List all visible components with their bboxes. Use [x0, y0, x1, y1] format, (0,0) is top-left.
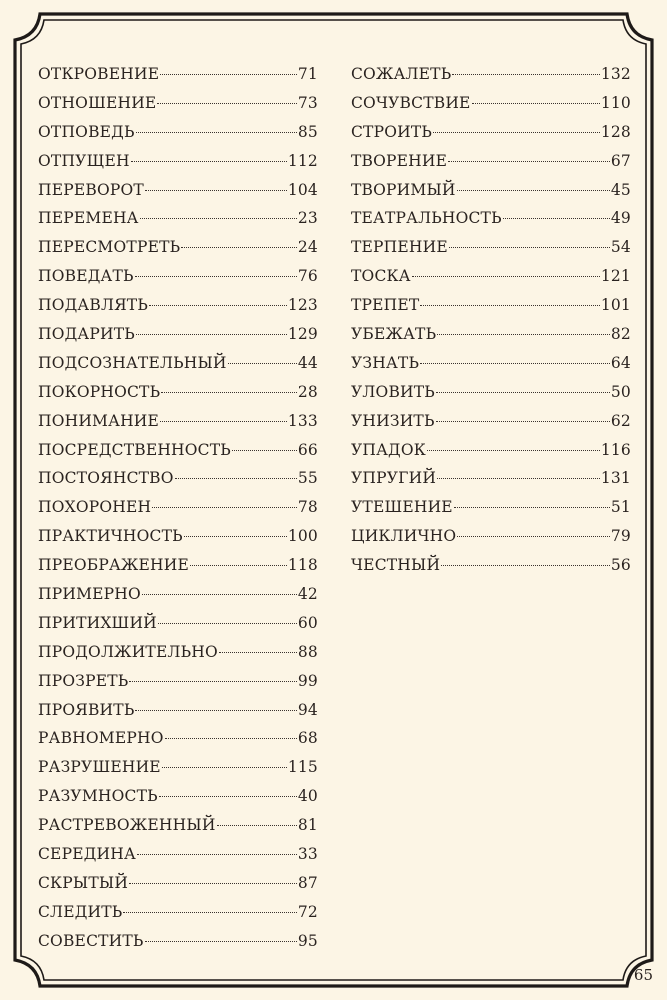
- index-entry: [38, 927, 318, 956]
- index-term: УПАДОК: [351, 440, 426, 459]
- index-term: СКРЫТЫЙ: [38, 873, 129, 892]
- index-term: ПРОЗРЕТЬ: [38, 671, 129, 690]
- index-entry: [351, 233, 631, 262]
- index-page-number: 87: [297, 873, 318, 892]
- index-page-number: 133: [287, 411, 318, 430]
- index-term: РАСТРЕВОЖЕННЫЙ: [38, 816, 216, 835]
- index-term: ОТКРОВЕНИЕ: [38, 65, 160, 83]
- index-page-number: 128: [600, 122, 631, 141]
- dot-leader: [181, 247, 297, 248]
- index-term: ПОХОРОНЕН: [38, 498, 152, 517]
- index-page-number: 78: [297, 498, 318, 517]
- index-term: ПЕРЕСМОТРЕТЬ: [38, 238, 181, 257]
- index-entry: [38, 782, 318, 811]
- dot-leader: [136, 132, 297, 133]
- index-entry: [38, 407, 318, 436]
- index-term: ОТПУЩЕН: [38, 151, 130, 170]
- index-page-number: 24: [297, 238, 318, 257]
- index-page-number: 72: [297, 902, 318, 921]
- index-page-number: 67: [610, 151, 631, 170]
- dot-leader: [160, 74, 297, 75]
- index-page-number: 112: [287, 151, 318, 170]
- dot-leader: [190, 565, 287, 566]
- dot-leader: [123, 912, 296, 913]
- dot-leader: [152, 507, 297, 508]
- index-entry: [38, 204, 318, 233]
- index-term: ТЕРПЕНИЕ: [351, 238, 448, 257]
- index-page-number: 54: [610, 238, 631, 257]
- index-entry: [38, 176, 318, 205]
- dot-leader: [135, 276, 297, 277]
- index-page-number: 94: [297, 700, 318, 719]
- index-term: ПРАКТИЧНОСТЬ: [38, 527, 183, 546]
- index-page-number: 131: [600, 469, 631, 488]
- index-page-number: 50: [610, 382, 631, 401]
- dot-leader: [454, 507, 610, 508]
- index-page-number: 85: [297, 122, 318, 141]
- index-entry: [351, 291, 631, 320]
- index-term: ПРОЯВИТЬ: [38, 700, 135, 719]
- dot-leader: [420, 305, 599, 306]
- index-term: ПРИТИХШИЙ: [38, 613, 157, 632]
- dot-leader: [219, 652, 297, 653]
- index-entry: [38, 349, 318, 378]
- index-entry: [38, 493, 318, 522]
- index-entry: [351, 378, 631, 407]
- index-term: ПОДАРИТЬ: [38, 325, 135, 344]
- dot-leader: [129, 883, 297, 884]
- index-page-number: 82: [610, 325, 631, 344]
- index-entry: [38, 60, 318, 89]
- index-page-number: 62: [610, 411, 631, 430]
- index-page-number: 44: [297, 353, 318, 372]
- index-term: РАЗУМНОСТЬ: [38, 787, 158, 806]
- index-entry: [38, 840, 318, 869]
- index-page-number: 129: [287, 325, 318, 344]
- index-page-number: 71: [297, 65, 318, 83]
- index-term: ПОСРЕДСТВЕННОСТЬ: [38, 440, 231, 459]
- dot-leader: [175, 478, 297, 479]
- index-term: РАЗРУШЕНИЕ: [38, 758, 161, 777]
- index-left-column: [38, 60, 318, 956]
- dot-leader: [149, 305, 287, 306]
- dot-leader: [140, 218, 297, 219]
- index-term: СЛЕДИТЬ: [38, 902, 123, 921]
- index-entry: [351, 262, 631, 291]
- index-term: ПОДСОЗНАТЕЛЬНЫЙ: [38, 353, 227, 372]
- index-term: ТРЕПЕТ: [351, 296, 420, 315]
- index-term: ТВОРИМЫЙ: [351, 180, 456, 199]
- index-entry: [38, 609, 318, 638]
- index-entry: [38, 580, 318, 609]
- dot-leader: [184, 536, 287, 537]
- dot-leader: [457, 190, 610, 191]
- index-entry: [351, 551, 631, 580]
- index-entry: [351, 349, 631, 378]
- index-term: УНИЗИТЬ: [351, 411, 435, 430]
- dot-leader: [503, 218, 610, 219]
- dot-leader: [165, 738, 297, 739]
- index-entry: [38, 869, 318, 898]
- index-entry: [38, 638, 318, 667]
- index-page-number: 100: [287, 527, 318, 546]
- dot-leader: [420, 363, 610, 364]
- index-entry: [38, 551, 318, 580]
- index-page-number: 104: [287, 180, 318, 199]
- index-page-number: 60: [297, 613, 318, 632]
- index-term: ПОНИМАНИЕ: [38, 411, 160, 430]
- index-term: ПРОДОЛЖИТЕЛЬНО: [38, 642, 218, 661]
- index-entry: [38, 724, 318, 753]
- index-page-number: 64: [610, 353, 631, 372]
- index-entry: [351, 176, 631, 205]
- index-entry: [38, 89, 318, 118]
- index-term: УЛОВИТЬ: [351, 382, 435, 401]
- index-page-number: 88: [297, 642, 318, 661]
- dot-leader: [137, 854, 297, 855]
- index-term: ПОСТОЯНСТВО: [38, 469, 174, 488]
- index-entry: [38, 118, 318, 147]
- dot-leader: [436, 421, 610, 422]
- index-term: ТОСКА: [351, 267, 411, 286]
- index-term: ОТНОШЕНИЕ: [38, 93, 157, 112]
- dot-leader: [162, 767, 287, 768]
- index-term: УБЕЖАТЬ: [351, 325, 437, 344]
- index-page-number: 118: [287, 556, 318, 575]
- dot-leader: [436, 392, 610, 393]
- index-term: УТЕШЕНИЕ: [351, 498, 453, 517]
- index-page-number: 121: [600, 267, 631, 286]
- index-entry: [351, 464, 631, 493]
- index-term: ПОВЕДАТЬ: [38, 267, 134, 286]
- dot-leader: [158, 623, 297, 624]
- index-entry: [38, 522, 318, 551]
- index-page-number: 132: [600, 65, 631, 83]
- index-term: СОЖАЛЕТЬ: [351, 65, 452, 83]
- index-page-number: 33: [297, 845, 318, 864]
- index-term: ТЕАТРАЛЬНОСТЬ: [351, 209, 502, 228]
- index-entry: [38, 291, 318, 320]
- dot-leader: [159, 796, 297, 797]
- index-entry: [351, 320, 631, 349]
- index-page-number: 40: [297, 787, 318, 806]
- index-entry: [38, 436, 318, 465]
- dot-leader: [437, 334, 610, 335]
- index-term: ПЕРЕВОРОТ: [38, 180, 144, 199]
- dot-leader: [160, 421, 287, 422]
- index-term: СТРОИТЬ: [351, 122, 433, 141]
- index-term: СОВЕСТИТЬ: [38, 931, 144, 950]
- dot-leader: [437, 478, 600, 479]
- index-page-number: 116: [600, 440, 631, 459]
- dot-leader: [433, 132, 600, 133]
- index-page-number: 51: [610, 498, 631, 517]
- index-term: ПРИМЕРНО: [38, 585, 141, 604]
- index-entry: [38, 378, 318, 407]
- index-entry: [351, 89, 631, 118]
- index-entry: [38, 262, 318, 291]
- index-term: ЦИКЛИЧНО: [351, 527, 457, 546]
- index-entry: [351, 118, 631, 147]
- index-page-number: 56: [610, 556, 631, 575]
- index-entry: [38, 667, 318, 696]
- dot-leader: [217, 825, 297, 826]
- index-page-number: 76: [297, 267, 318, 286]
- page-number: 65: [633, 966, 653, 984]
- dot-leader: [135, 710, 296, 711]
- index-entry: [38, 696, 318, 725]
- index-term: РАВНОМЕРНО: [38, 729, 164, 748]
- index-term: ОТПОВЕДЬ: [38, 122, 135, 141]
- index-entry: [38, 147, 318, 176]
- dot-leader: [448, 161, 610, 162]
- dot-leader: [157, 103, 296, 104]
- dot-leader: [129, 681, 296, 682]
- index-page-number: 95: [297, 931, 318, 950]
- index-term: УПРУГИЙ: [351, 469, 437, 488]
- index-term: СЕРЕДИНА: [38, 845, 136, 864]
- index-page-number: 123: [287, 296, 318, 315]
- dot-leader: [412, 276, 600, 277]
- index-term: ПОДАВЛЯТЬ: [38, 296, 148, 315]
- index-entry: [38, 320, 318, 349]
- index-page-number: 45: [610, 180, 631, 199]
- index-entry: [38, 753, 318, 782]
- index-term: СОЧУВСТВИЕ: [351, 93, 471, 112]
- index-entry: [38, 811, 318, 840]
- index-entry: [38, 898, 318, 927]
- index-page-number: 79: [610, 527, 631, 546]
- dot-leader: [449, 247, 610, 248]
- dot-leader: [441, 565, 610, 566]
- index-entry: [38, 464, 318, 493]
- dot-leader: [136, 334, 287, 335]
- index-entry: [351, 493, 631, 522]
- dot-leader: [472, 103, 600, 104]
- index-term: ПРЕОБРАЖЕНИЕ: [38, 556, 190, 575]
- dot-leader: [452, 74, 599, 75]
- index-page-number: 42: [297, 585, 318, 604]
- index-term: ЧЕСТНЫЙ: [351, 556, 441, 575]
- index-term: ПЕРЕМЕНА: [38, 209, 139, 228]
- index-term: ПОКОРНОСТЬ: [38, 382, 161, 401]
- dot-leader: [228, 363, 297, 364]
- dot-leader: [427, 450, 600, 451]
- index-right-column: [351, 60, 631, 580]
- index-entry: [351, 60, 631, 89]
- index-page-number: 115: [287, 758, 318, 777]
- index-entry: [351, 436, 631, 465]
- index-page-number: 73: [297, 93, 318, 112]
- dot-leader: [145, 190, 287, 191]
- index-page-number: 66: [297, 440, 318, 459]
- dot-leader: [142, 594, 297, 595]
- dot-leader: [457, 536, 610, 537]
- index-entry: [351, 522, 631, 551]
- index-entry: [351, 147, 631, 176]
- index-page-number: 101: [600, 296, 631, 315]
- index-entry: [38, 233, 318, 262]
- dot-leader: [232, 450, 297, 451]
- index-page-number: 55: [297, 469, 318, 488]
- index-term: УЗНАТЬ: [351, 353, 420, 372]
- dot-leader: [161, 392, 297, 393]
- index-page-number: 68: [297, 729, 318, 748]
- index-term: ТВОРЕНИЕ: [351, 151, 448, 170]
- index-page-number: 23: [297, 209, 318, 228]
- index-page-number: 81: [297, 816, 318, 835]
- index-page-number: 99: [297, 671, 318, 690]
- dot-leader: [131, 161, 287, 162]
- index-page-number: 110: [600, 93, 631, 112]
- index-entry: [351, 407, 631, 436]
- index-page-number: 28: [297, 382, 318, 401]
- index-page-number: 49: [610, 209, 631, 228]
- index-entry: [351, 204, 631, 233]
- dot-leader: [145, 941, 297, 942]
